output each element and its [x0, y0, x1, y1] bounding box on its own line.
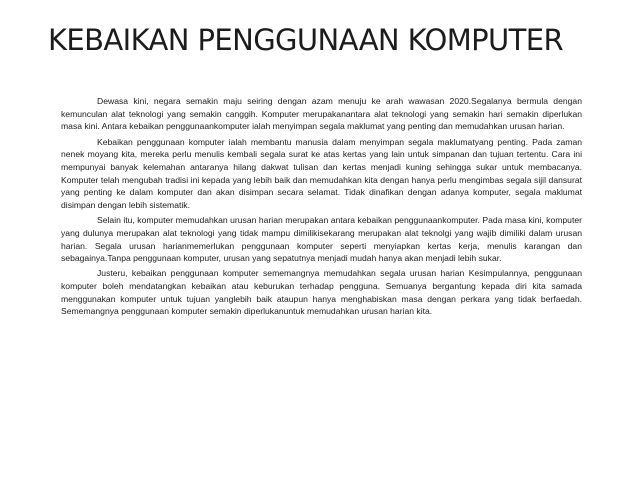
slide-title: KEBAIKAN PENGGUNAAN KOMPUTER — [48, 23, 564, 57]
essay-body — [61, 95, 582, 321]
paragraph-storage: Kebaikan penggunaan komputer ialah membantu manusia dalam menyimpan segala maklumatyang penting. Pada zaman nenek moyang kita, mereka perlu menulis kembali segala surat ke atas kertas yang lain untuk simpanan dan tujuan tertentu. Cara ini mempunyai banyak kelemahan antaranya hilang dakwat tulisan dan kertas menjadi kuning sehingga sukar untuk membacanya. Komputer telah mengubah tradisi ini kepada yang lebih baik dan memudahkan kita dengan hanya perlu mengimbas segala sijil dansurat yang penting ke dalam komputer dan akan disimpan secara selamat. Tidak dinafikan dengan adanya komputer, segala maklumat disimpan dengan lebih sistematik. — [61, 136, 582, 211]
paragraph-daily-tasks: Selain itu, komputer memudahkan urusan harian merupakan antara kebaikan penggunaankomputer. Pada masa kini, komputer yang dulunya merupakan alat teknologi yang tidak mampu dimilikisekarang merupakan alat teknolgi yang wajib dimiliki dalam urusan harian. Segala urusan harianmemerlukan penggunaan komputer seperti menyiapkan kertas kerja, menulis karangan dan sebagainya.Tanpa penggunaan komputer, urusan yang sepatutnya menjadi mudah hanya akan menjadi lebih sukar. — [61, 215, 582, 264]
paragraph-conclusion: Justeru, kebaikan penggunaan komputer sememangnya memudahkan segala urusan harian Kesimpulannya, penggunaan komputer boleh mendatangkan kebaikan atau keburukan terhadap pengguna. Semuanya bergantung kepada diri kita samada menggunakan komputer untuk tujuan yanglebih baik ataupun hanya menghabiskan masa dengan perkara yang tidak berfaedah. Sememangnya penggunaan komputer semakin diperlukanuntuk memudahkan urusan harian kita. — [61, 268, 582, 317]
paragraph-intro: Dewasa kini, negara semakin maju seiring dengan azam menuju ke arah wawasan 2020.Segalanya bermula dengan kemunculan alat teknologi yang semakin canggih. Komputer merupakanantara alat teknologi yang semakin hari semakin diperlukan masa kini. Antara kebaikan penggunaankomputer ialah menyimpan segala maklumat yang penting dan memudahkan urusan harian. — [61, 96, 582, 132]
